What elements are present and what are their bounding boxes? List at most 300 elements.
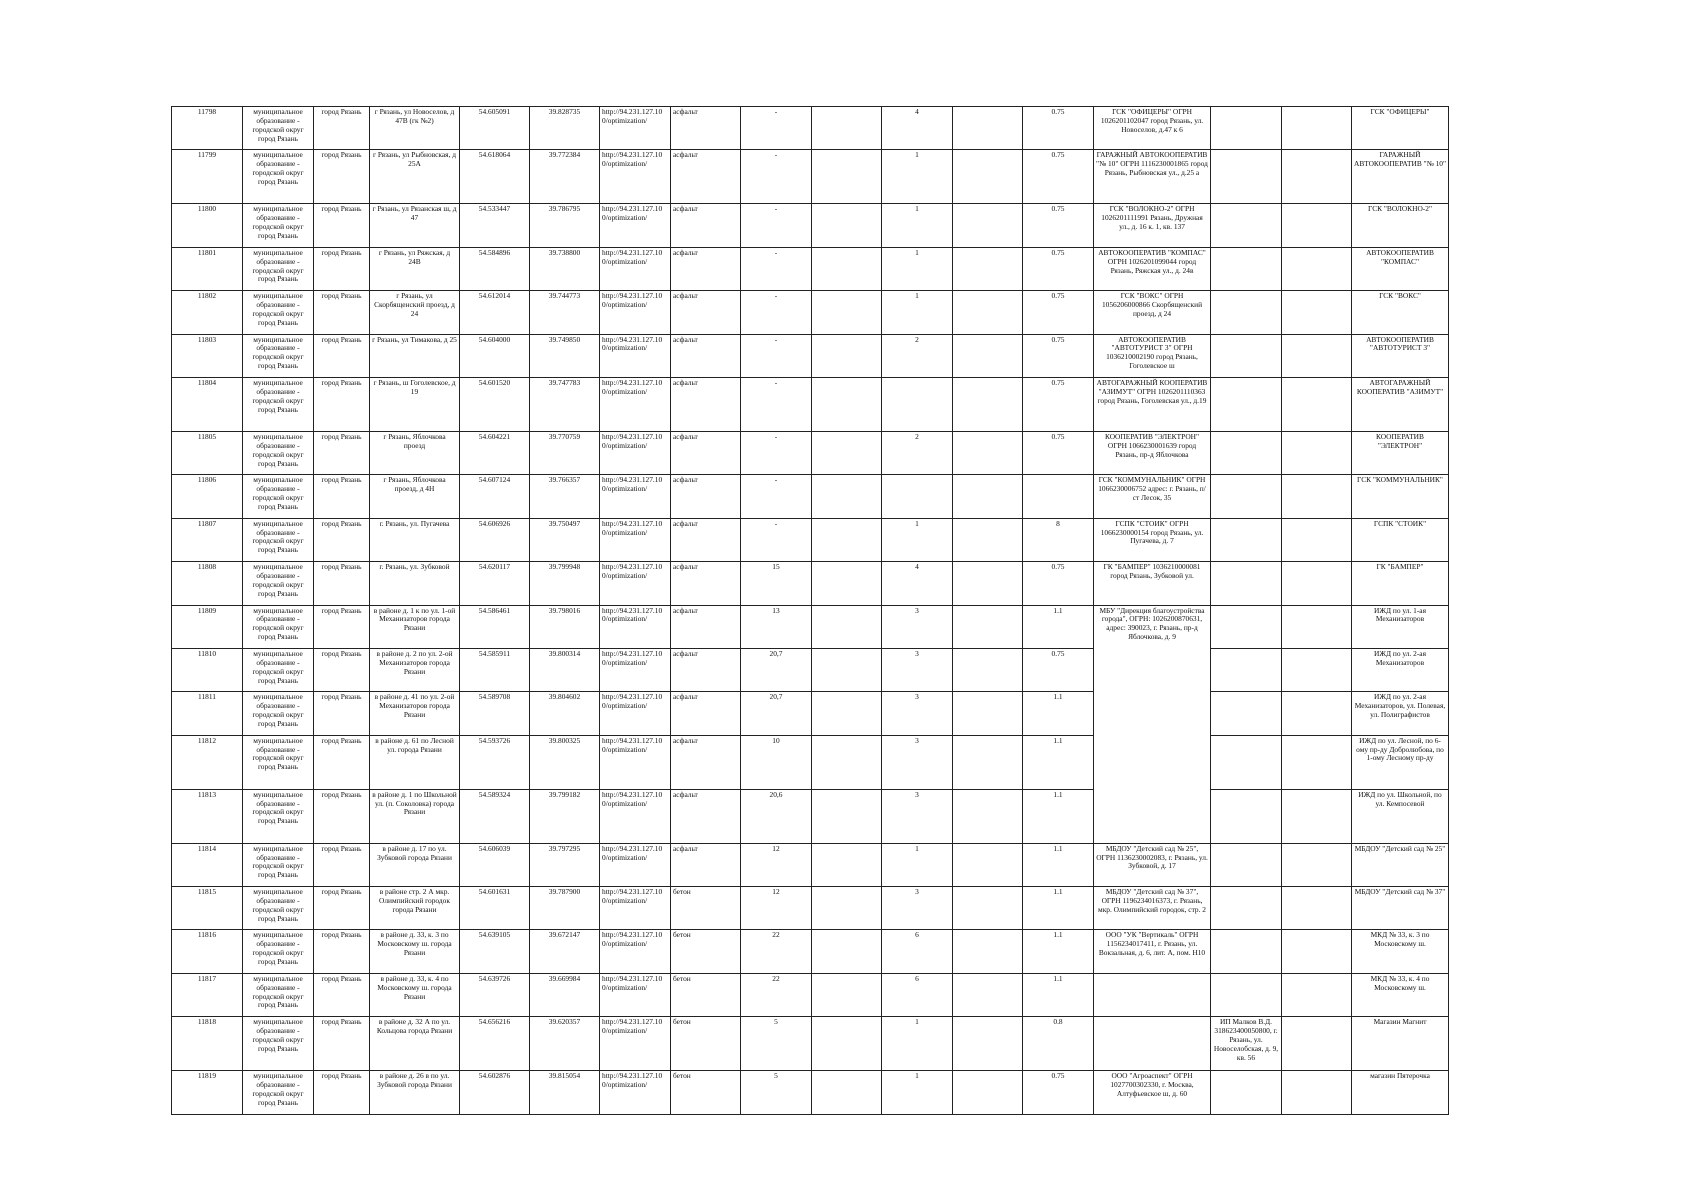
empty-cell (953, 475, 1023, 518)
owner-extra-cell (1211, 930, 1282, 973)
empty-cell (812, 648, 882, 691)
owner-cell: АВТОКООПЕРАТИВ "АВТОТУРИСТ 3" ОГРН 1036210002190 город Рязань, Гоголевское ш (1094, 334, 1211, 377)
settlement-cell: город Рязань (314, 887, 370, 930)
address-cell: в районе д. 33, к. 3 по Московскому ш. города Рязани (370, 930, 460, 973)
latitude-cell: 54.639726 (460, 973, 530, 1016)
area-cell: 12 (741, 887, 812, 930)
empty-cell (953, 150, 1023, 204)
longitude-cell: 39.800314 (530, 648, 600, 691)
settlement-cell: город Рязань (314, 377, 370, 431)
row-number-cell: 11811 (172, 692, 243, 735)
empty-cell (953, 930, 1023, 973)
container-count-cell: 1 (882, 150, 953, 204)
map-link-cell: http://94.231.127.10 0/optimization/ (600, 887, 671, 930)
container-count-cell: 3 (882, 887, 953, 930)
row-number-cell: 11818 (172, 1017, 243, 1071)
empty-cell (1282, 930, 1352, 973)
empty-cell (953, 431, 1023, 474)
map-link-cell: http://94.231.127.10 0/optimization/ (600, 150, 671, 204)
area-cell: - (741, 291, 812, 334)
municipality-cell: муниципальное образование - городской округ город Рязань (243, 1017, 314, 1071)
area-cell: - (741, 107, 812, 150)
map-link-cell: http://94.231.127.10 0/optimization/ (600, 930, 671, 973)
empty-cell (812, 291, 882, 334)
empty-cell (812, 1071, 882, 1114)
container-count-cell: 4 (882, 562, 953, 605)
empty-cell (1282, 735, 1352, 789)
address-cell: г Рязань, ул Новоселов, д 47В (гк №2) (370, 107, 460, 150)
surface-type-cell: асфальт (671, 692, 741, 735)
container-count-cell: 1 (882, 1071, 953, 1114)
area-cell: 5 (741, 1071, 812, 1114)
waste-source-cell: АВТОКООПЕРАТИВ "АВТОТУРИСТ 3" (1352, 334, 1449, 377)
longitude-cell: 39.799182 (530, 789, 600, 843)
owner-extra-cell (1211, 887, 1282, 930)
surface-type-cell: асфальт (671, 431, 741, 474)
latitude-cell: 54.602876 (460, 1071, 530, 1114)
surface-type-cell: бетон (671, 930, 741, 973)
empty-cell (812, 518, 882, 561)
empty-cell (1282, 431, 1352, 474)
latitude-cell: 54.620117 (460, 562, 530, 605)
table-row (172, 1017, 1449, 1071)
owner-extra-cell (1211, 843, 1282, 886)
container-volume-cell: 1.1 (1023, 789, 1094, 843)
address-cell: в районе д. 41 по ул. 2-ой Механизаторов города Рязани (370, 692, 460, 735)
longitude-cell: 39.815054 (530, 1071, 600, 1114)
latitude-cell: 54.586461 (460, 605, 530, 648)
longitude-cell: 39.744773 (530, 291, 600, 334)
address-cell: в районе д. 2 по ул. 2-ой Механизаторов города Рязани (370, 648, 460, 691)
area-cell: 15 (741, 562, 812, 605)
latitude-cell: 54.533447 (460, 204, 530, 247)
owner-extra-cell (1211, 377, 1282, 431)
municipality-cell: муниципальное образование - городской округ город Рязань (243, 887, 314, 930)
surface-type-cell: асфальт (671, 247, 741, 290)
table-row (172, 518, 1449, 561)
table-row (172, 562, 1449, 605)
empty-cell (953, 377, 1023, 431)
longitude-cell: 39.747783 (530, 377, 600, 431)
owner-extra-cell: ИП Малков В.Д. 318623400050800, г. Рязань, ул. Новоселобская, д. 9, кв. 56 (1211, 1017, 1282, 1071)
container-volume-cell: 0.75 (1023, 150, 1094, 204)
owner-cell: КООПЕРАТИВ "ЭЛЕКТРОН" ОГРН 1066230001639 город Рязань, пр-д Яблочкова (1094, 431, 1211, 474)
owner-extra-cell (1211, 605, 1282, 648)
empty-cell (812, 843, 882, 886)
settlement-cell: город Рязань (314, 648, 370, 691)
container-count-cell: 3 (882, 735, 953, 789)
container-volume-cell: 0.75 (1023, 562, 1094, 605)
empty-cell (812, 247, 882, 290)
table-row (172, 930, 1449, 973)
address-cell: в районе д. 1 по Школьной ул. (п. Соколовка) города Рязани (370, 789, 460, 843)
empty-cell (812, 334, 882, 377)
container-count-cell: 2 (882, 431, 953, 474)
empty-cell (953, 692, 1023, 735)
empty-cell (1282, 204, 1352, 247)
container-count-cell (882, 377, 953, 431)
surface-type-cell: асфальт (671, 334, 741, 377)
container-volume-cell: 0.75 (1023, 204, 1094, 247)
table-body (172, 107, 1449, 1115)
latitude-cell: 54.606926 (460, 518, 530, 561)
surface-type-cell: бетон (671, 887, 741, 930)
owner-cell: МБДОУ "Детский сад № 37", ОГРН 1196234016373, г. Рязань, мкр. Олимпийский городок, стр. 2 (1094, 887, 1211, 930)
latitude-cell: 54.605091 (460, 107, 530, 150)
surface-type-cell: асфальт (671, 475, 741, 518)
owner-cell: ГСПК "СТОИК" ОГРН 1066230000154 город Рязань, ул. Пугачева, д. 7 (1094, 518, 1211, 561)
waste-source-cell: ИЖД по ул. Школьной, по ул. Кемпосевой (1352, 789, 1449, 843)
empty-cell (953, 887, 1023, 930)
empty-cell (953, 107, 1023, 150)
longitude-cell: 39.799948 (530, 562, 600, 605)
row-number-cell: 11806 (172, 475, 243, 518)
longitude-cell: 39.804602 (530, 692, 600, 735)
row-number-cell: 11812 (172, 735, 243, 789)
container-count-cell: 1 (882, 291, 953, 334)
owner-cell: ГК "БАМПЕР" 1036210000081 город Рязань, Зубковой ул. (1094, 562, 1211, 605)
table-row (172, 648, 1449, 691)
address-cell: г Рязань, ул Скорбященский проезд, д 24 (370, 291, 460, 334)
address-cell: в районе д. 17 по ул. Зубковой города Рязани (370, 843, 460, 886)
merged-owner-cell: МБУ "Дирекция благоустройства города", ОГРН: 1026200870631, адрес: 390023, г. Рязань, пр-д Яблочкова, д. 9 (1094, 605, 1211, 843)
area-cell: - (741, 518, 812, 561)
row-number-cell: 11803 (172, 334, 243, 377)
surface-type-cell: асфальт (671, 789, 741, 843)
latitude-cell: 54.612014 (460, 291, 530, 334)
empty-cell (953, 789, 1023, 843)
surface-type-cell: асфальт (671, 648, 741, 691)
empty-cell (1282, 291, 1352, 334)
empty-cell (1282, 1017, 1352, 1071)
settlement-cell: город Рязань (314, 843, 370, 886)
table-row (172, 204, 1449, 247)
area-cell: - (741, 431, 812, 474)
map-link-cell: http://94.231.127.10 0/optimization/ (600, 377, 671, 431)
map-link-cell: http://94.231.127.10 0/optimization/ (600, 334, 671, 377)
empty-cell (953, 291, 1023, 334)
settlement-cell: город Рязань (314, 291, 370, 334)
owner-cell: ГАРАЖНЫЙ АВТОКООПЕРАТИВ "№ 10" ОГРН 1116230001865 город Рязань, Рыбновская ул., д.25 а (1094, 150, 1211, 204)
settlement-cell: город Рязань (314, 930, 370, 973)
municipality-cell: муниципальное образование - городской округ город Рязань (243, 247, 314, 290)
map-link-cell: http://94.231.127.10 0/optimization/ (600, 475, 671, 518)
empty-cell (953, 843, 1023, 886)
settlement-cell: город Рязань (314, 518, 370, 561)
waste-source-cell: МКД № 33, к. 4 по Московскому ш. (1352, 973, 1449, 1016)
container-count-cell: 3 (882, 605, 953, 648)
empty-cell (953, 1017, 1023, 1071)
container-volume-cell: 1.1 (1023, 692, 1094, 735)
waste-source-cell: ГСК "КОММУНАЛЬНИК" (1352, 475, 1449, 518)
row-number-cell: 11801 (172, 247, 243, 290)
row-number-cell: 11816 (172, 930, 243, 973)
empty-cell (1282, 107, 1352, 150)
settlement-cell: город Рязань (314, 1071, 370, 1114)
latitude-cell: 54.589324 (460, 789, 530, 843)
container-count-cell: 3 (882, 789, 953, 843)
row-number-cell: 11817 (172, 973, 243, 1016)
map-link-cell: http://94.231.127.10 0/optimization/ (600, 605, 671, 648)
map-link-cell: http://94.231.127.10 0/optimization/ (600, 204, 671, 247)
owner-extra-cell (1211, 431, 1282, 474)
surface-type-cell: асфальт (671, 377, 741, 431)
container-count-cell: 3 (882, 648, 953, 691)
owner-extra-cell (1211, 562, 1282, 605)
owner-extra-cell (1211, 789, 1282, 843)
container-volume-cell: 0.75 (1023, 377, 1094, 431)
map-link-cell: http://94.231.127.10 0/optimization/ (600, 789, 671, 843)
map-link-cell: http://94.231.127.10 0/optimization/ (600, 1017, 671, 1071)
container-volume-cell: 1.1 (1023, 973, 1094, 1016)
empty-cell (812, 973, 882, 1016)
owner-extra-cell (1211, 150, 1282, 204)
empty-cell (953, 735, 1023, 789)
municipality-cell: муниципальное образование - городской округ город Рязань (243, 930, 314, 973)
latitude-cell: 54.618064 (460, 150, 530, 204)
empty-cell (953, 648, 1023, 691)
empty-cell (953, 518, 1023, 561)
owner-extra-cell (1211, 692, 1282, 735)
empty-cell (953, 204, 1023, 247)
surface-type-cell: бетон (671, 1071, 741, 1114)
settlement-cell: город Рязань (314, 1017, 370, 1071)
waste-source-cell: КООПЕРАТИВ "ЭЛЕКТРОН" (1352, 431, 1449, 474)
container-count-cell: 4 (882, 107, 953, 150)
waste-source-cell: ГСПК "СТОИК" (1352, 518, 1449, 561)
container-volume-cell: 0.75 (1023, 1071, 1094, 1114)
surface-type-cell: асфальт (671, 291, 741, 334)
settlement-cell: город Рязань (314, 431, 370, 474)
settlement-cell: город Рязань (314, 204, 370, 247)
container-volume-cell: 0.75 (1023, 648, 1094, 691)
latitude-cell: 54.601520 (460, 377, 530, 431)
area-cell: 22 (741, 930, 812, 973)
table-row (172, 377, 1449, 431)
longitude-cell: 39.800325 (530, 735, 600, 789)
empty-cell (1282, 1071, 1352, 1114)
municipality-cell: муниципальное образование - городской округ город Рязань (243, 377, 314, 431)
empty-cell (812, 692, 882, 735)
empty-cell (953, 562, 1023, 605)
owner-cell: ГСК "ОФИЦЕРЫ" ОГРН 1026201102047 город Рязань, ул. Новоселов, д.47 к 6 (1094, 107, 1211, 150)
longitude-cell: 39.750497 (530, 518, 600, 561)
empty-cell (1282, 605, 1352, 648)
empty-cell (812, 605, 882, 648)
waste-source-cell: ИЖД по ул. 1-ая Механизаторов (1352, 605, 1449, 648)
surface-type-cell: асфальт (671, 204, 741, 247)
empty-cell (953, 334, 1023, 377)
settlement-cell: город Рязань (314, 973, 370, 1016)
longitude-cell: 39.738800 (530, 247, 600, 290)
municipality-cell: муниципальное образование - городской округ город Рязань (243, 789, 314, 843)
row-number-cell: 11804 (172, 377, 243, 431)
table-row (172, 887, 1449, 930)
address-cell: в районе д. 26 в по ул. Зубковой города Рязани (370, 1071, 460, 1114)
container-count-cell: 6 (882, 973, 953, 1016)
empty-cell (1282, 334, 1352, 377)
longitude-cell: 39.772384 (530, 150, 600, 204)
map-link-cell: http://94.231.127.10 0/optimization/ (600, 291, 671, 334)
settlement-cell: город Рязань (314, 107, 370, 150)
surface-type-cell: бетон (671, 1017, 741, 1071)
owner-cell: ООО "УК "Вертикаль" ОГРН 1156234017411, г. Рязань, ул. Вокзальная, д. 6, лит. А, пом. Н10 (1094, 930, 1211, 973)
settlement-cell: город Рязань (314, 789, 370, 843)
latitude-cell: 54.639105 (460, 930, 530, 973)
municipality-cell: муниципальное образование - городской округ город Рязань (243, 204, 314, 247)
waste-source-cell: АВТОКООПЕРАТИВ "КОМПАС" (1352, 247, 1449, 290)
longitude-cell: 39.770759 (530, 431, 600, 474)
container-volume-cell: 8 (1023, 518, 1094, 561)
empty-cell (1282, 377, 1352, 431)
row-number-cell: 11805 (172, 431, 243, 474)
settlement-cell: город Рязань (314, 605, 370, 648)
municipality-cell: муниципальное образование - городской округ город Рязань (243, 562, 314, 605)
owner-extra-cell (1211, 334, 1282, 377)
surface-type-cell: бетон (671, 973, 741, 1016)
empty-cell (1282, 247, 1352, 290)
municipality-cell: муниципальное образование - городской округ город Рязань (243, 735, 314, 789)
waste-source-cell: ИЖД по ул. 2-ая Механизаторов, ул. Полевая, ул. Полиграфистов (1352, 692, 1449, 735)
container-volume-cell: 1.1 (1023, 887, 1094, 930)
row-number-cell: 11809 (172, 605, 243, 648)
area-cell: 22 (741, 973, 812, 1016)
municipality-cell: муниципальное образование - городской округ город Рязань (243, 107, 314, 150)
address-cell: г. Рязань, ул. Зубковой (370, 562, 460, 605)
waste-source-cell: ИЖД по ул. 2-ая Механизаторов (1352, 648, 1449, 691)
longitude-cell: 39.672147 (530, 930, 600, 973)
owner-cell (1094, 1017, 1211, 1071)
waste-source-cell: ГК "БАМПЕР" (1352, 562, 1449, 605)
address-cell: в районе д. 1 к по ул. 1-ой Механизаторов города Рязани (370, 605, 460, 648)
municipality-cell: муниципальное образование - городской округ город Рязань (243, 334, 314, 377)
table-row (172, 107, 1449, 150)
empty-cell (812, 107, 882, 150)
empty-cell (1282, 562, 1352, 605)
row-number-cell: 11802 (172, 291, 243, 334)
owner-extra-cell (1211, 518, 1282, 561)
map-link-cell: http://94.231.127.10 0/optimization/ (600, 518, 671, 561)
waste-source-cell: ГСК "ВОЛОКНО-2" (1352, 204, 1449, 247)
container-volume-cell: 0.8 (1023, 1017, 1094, 1071)
address-cell: г. Рязань, ул. Пугачева (370, 518, 460, 561)
owner-extra-cell (1211, 1071, 1282, 1114)
area-cell: 20,7 (741, 692, 812, 735)
row-number-cell: 11819 (172, 1071, 243, 1114)
area-cell: - (741, 475, 812, 518)
map-link-cell: http://94.231.127.10 0/optimization/ (600, 973, 671, 1016)
municipality-cell: муниципальное образование - городской округ город Рязань (243, 648, 314, 691)
empty-cell (812, 789, 882, 843)
longitude-cell: 39.749850 (530, 334, 600, 377)
latitude-cell: 54.601631 (460, 887, 530, 930)
container-count-cell: 1 (882, 247, 953, 290)
address-cell: г Рязань, ул Рязанская ш, д 47 (370, 204, 460, 247)
owner-cell: ООО "Агроаспект" ОГРН 1027700302330, г. Москва, Алтуфьевское ш, д. 60 (1094, 1071, 1211, 1114)
surface-type-cell: асфальт (671, 150, 741, 204)
area-cell: 20,7 (741, 648, 812, 691)
row-number-cell: 11800 (172, 204, 243, 247)
municipality-cell: муниципальное образование - городской округ город Рязань (243, 291, 314, 334)
table-row (172, 247, 1449, 290)
owner-extra-cell (1211, 973, 1282, 1016)
table-row (172, 692, 1449, 735)
longitude-cell: 39.828735 (530, 107, 600, 150)
empty-cell (1282, 789, 1352, 843)
owner-extra-cell (1211, 648, 1282, 691)
empty-cell (812, 735, 882, 789)
address-cell: г Рязань, ул Тимакова, д 25 (370, 334, 460, 377)
map-link-cell: http://94.231.127.10 0/optimization/ (600, 562, 671, 605)
owner-cell: АВТОГАРАЖНЫЙ КООПЕРАТИВ "АЗИМУТ" ОГРН 1026201110363 город Рязань, Гоголевская ул., д.19 (1094, 377, 1211, 431)
area-cell: - (741, 247, 812, 290)
table-row (172, 475, 1449, 518)
waste-source-cell: ГСК "ОФИЦЕРЫ" (1352, 107, 1449, 150)
empty-cell (1282, 648, 1352, 691)
surface-type-cell: асфальт (671, 605, 741, 648)
settlement-cell: город Рязань (314, 475, 370, 518)
map-link-cell: http://94.231.127.10 0/optimization/ (600, 692, 671, 735)
container-volume-cell (1023, 475, 1094, 518)
settlement-cell: город Рязань (314, 735, 370, 789)
container-count-cell: 6 (882, 930, 953, 973)
container-count-cell: 1 (882, 1017, 953, 1071)
latitude-cell: 54.604000 (460, 334, 530, 377)
area-cell: 12 (741, 843, 812, 886)
container-count-cell: 1 (882, 204, 953, 247)
owner-extra-cell (1211, 204, 1282, 247)
row-number-cell: 11808 (172, 562, 243, 605)
container-volume-cell: 1.1 (1023, 605, 1094, 648)
longitude-cell: 39.669984 (530, 973, 600, 1016)
owner-extra-cell (1211, 107, 1282, 150)
municipality-cell: муниципальное образование - городской округ город Рязань (243, 518, 314, 561)
latitude-cell: 54.585911 (460, 648, 530, 691)
map-link-cell: http://94.231.127.10 0/optimization/ (600, 107, 671, 150)
waste-source-cell: магазин Пятерочка (1352, 1071, 1449, 1114)
empty-cell (812, 475, 882, 518)
address-cell: г Рязань, ул Ряжская, д 24В (370, 247, 460, 290)
table-row (172, 789, 1449, 843)
municipality-cell: муниципальное образование - городской округ город Рязань (243, 1071, 314, 1114)
longitude-cell: 39.620357 (530, 1017, 600, 1071)
municipality-cell: муниципальное образование - городской округ город Рязань (243, 692, 314, 735)
container-count-cell: 1 (882, 518, 953, 561)
table-row (172, 1071, 1449, 1114)
surface-type-cell: асфальт (671, 735, 741, 789)
address-cell: г Рязань, ш Гоголевское, д 19 (370, 377, 460, 431)
surface-type-cell: асфальт (671, 562, 741, 605)
owner-cell: МБДОУ "Детский сад № 25", ОГРН 1136230002083, г. Рязань, ул. Зубковой, д. 17 (1094, 843, 1211, 886)
waste-source-cell: Магазин Магнит (1352, 1017, 1449, 1071)
table-row (172, 843, 1449, 886)
empty-cell (1282, 692, 1352, 735)
empty-cell (1282, 973, 1352, 1016)
empty-cell (953, 1071, 1023, 1114)
map-link-cell: http://94.231.127.10 0/optimization/ (600, 247, 671, 290)
empty-cell (812, 930, 882, 973)
owner-cell: ГСК "ВОЛОКНО-2" ОГРН 1026201111991 Рязань, Дружная ул., д. 16 к. 1, кв. 137 (1094, 204, 1211, 247)
settlement-cell: город Рязань (314, 334, 370, 377)
address-cell: г Рязань, Яблочкова проезд, д 4Н (370, 475, 460, 518)
table-row (172, 150, 1449, 204)
container-count-cell (882, 475, 953, 518)
container-volume-cell: 0.75 (1023, 247, 1094, 290)
owner-cell: ГСК "ВОКС" ОГРН 1056206000866 Скорбященский проезд, д 24 (1094, 291, 1211, 334)
table-row (172, 605, 1449, 648)
longitude-cell: 39.787900 (530, 887, 600, 930)
empty-cell (953, 247, 1023, 290)
